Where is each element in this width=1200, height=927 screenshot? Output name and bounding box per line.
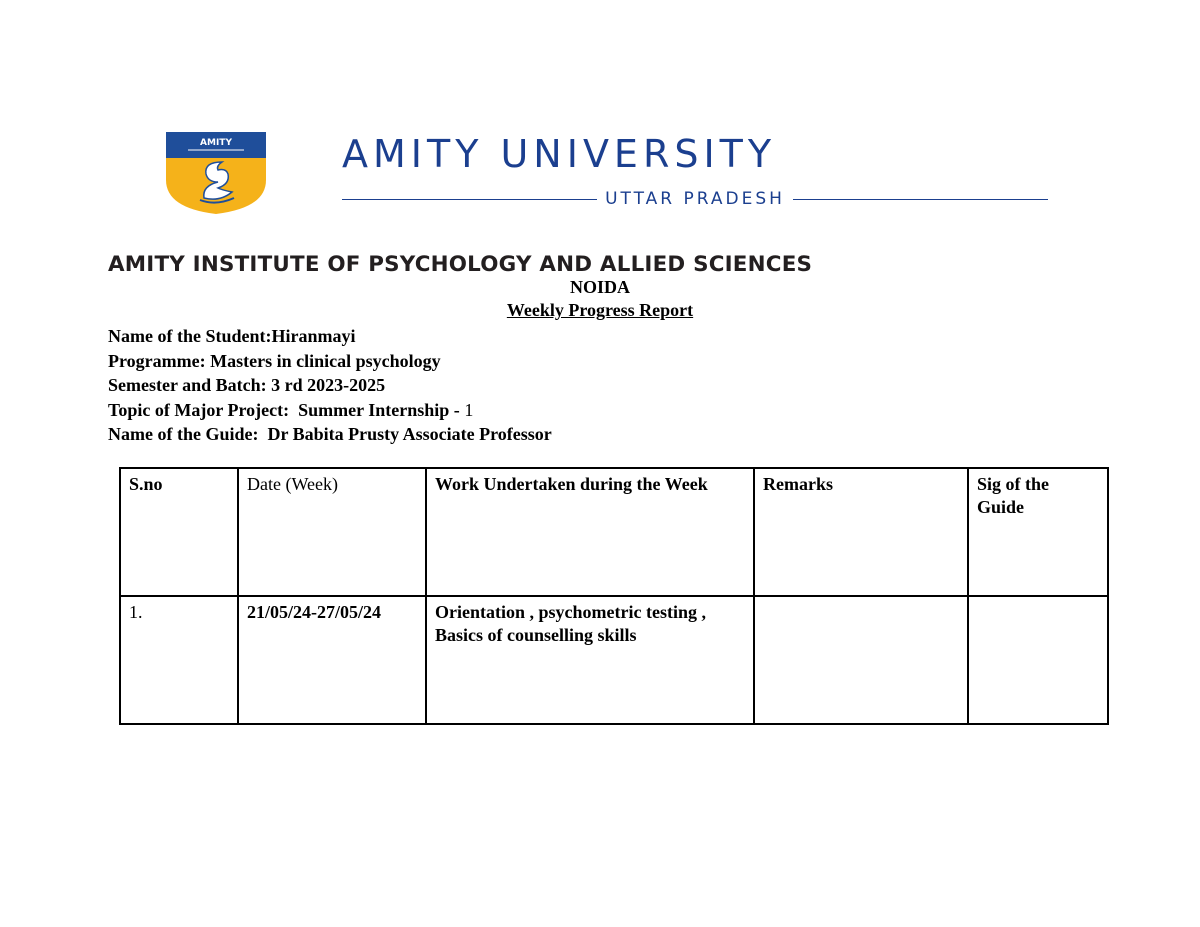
state-name: UTTAR PRADESH xyxy=(605,189,785,209)
programme-line: Programme: Masters in clinical psychology xyxy=(108,350,441,371)
topic-number: 1 xyxy=(464,399,474,420)
cell-work: Orientation , psychometric testing , Basics of counselling skills xyxy=(426,596,754,724)
student-details xyxy=(108,324,552,447)
topic-label: Topic of Major Project: Summer Internship - xyxy=(108,399,465,420)
progress-table xyxy=(119,467,1109,725)
cell-sno: 1. xyxy=(120,596,238,724)
amity-logo-icon xyxy=(160,128,272,216)
topic-line xyxy=(108,398,552,423)
divider-line-right xyxy=(793,199,1048,200)
city-name: NOIDA xyxy=(569,277,630,297)
guide-line: Name of the Guide: Dr Babita Prusty Associate Professor xyxy=(108,424,552,444)
cell-date: 21/05/24-27/05/24 xyxy=(238,596,426,724)
report-title: Weekly Progress Report xyxy=(506,300,694,320)
header-signature: Sig of the Guide xyxy=(968,468,1108,596)
header-sno: S.no xyxy=(120,468,238,596)
divider-line-left xyxy=(342,199,597,200)
state-banner xyxy=(342,186,1048,212)
table-row xyxy=(120,596,1108,724)
table-header-row xyxy=(120,468,1108,596)
student-name-line: Name of the Student:Hiranmayi xyxy=(108,326,356,346)
cell-signature xyxy=(968,596,1108,724)
header-date: Date (Week) xyxy=(238,468,426,596)
semester-line: Semester and Batch: 3 rd 2023-2025 xyxy=(108,375,386,395)
header-work: Work Undertaken during the Week xyxy=(426,468,754,596)
university-name: AMITY UNIVERSITY xyxy=(342,132,777,176)
institute-name: AMITY INSTITUTE OF PSYCHOLOGY AND ALLIED SCIENCES xyxy=(108,252,813,276)
cell-remarks xyxy=(754,596,968,724)
logo-text: AMITY xyxy=(200,138,232,148)
header-remarks: Remarks xyxy=(754,468,968,596)
